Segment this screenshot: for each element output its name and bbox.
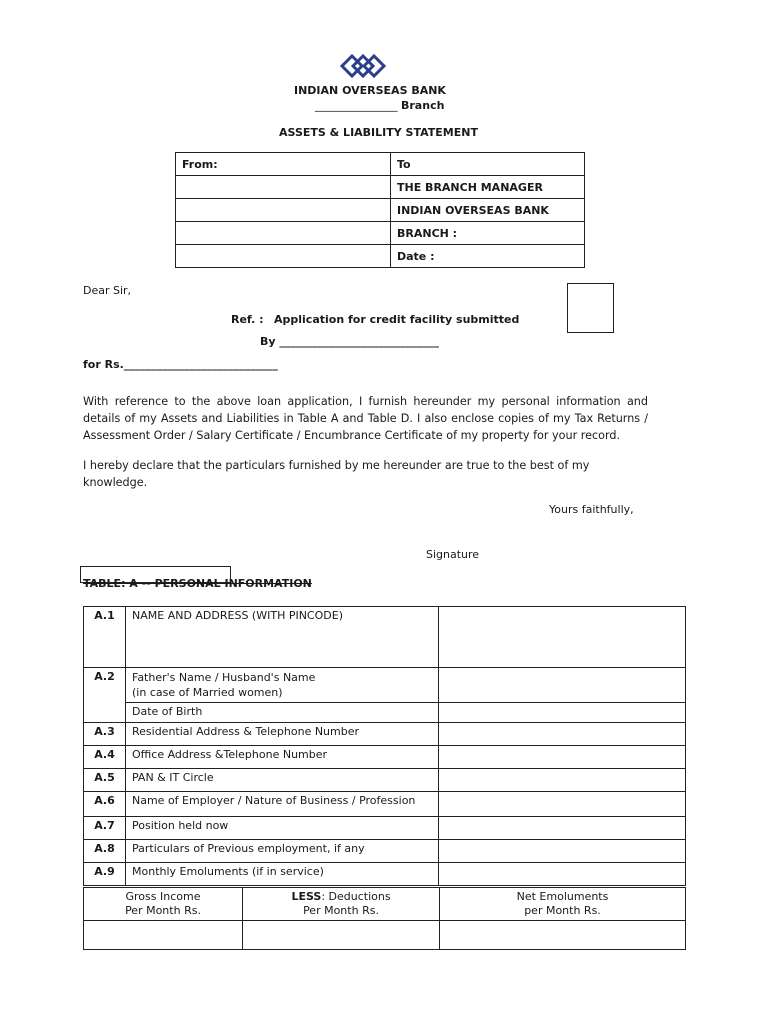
row-value[interactable] bbox=[439, 746, 686, 769]
table-row bbox=[84, 703, 686, 723]
gross-income-header bbox=[84, 888, 243, 921]
row-code: A.3 bbox=[84, 723, 126, 746]
row-label: Office Address &Telephone Number bbox=[126, 746, 439, 769]
deductions-line1 bbox=[247, 890, 435, 904]
row-label: Monthly Emoluments (if in service) bbox=[126, 863, 439, 886]
from-line-4[interactable] bbox=[176, 245, 391, 268]
table-a-title: TABLE: A -- PERSONAL INFORMATION bbox=[83, 577, 312, 590]
net-emoluments-value[interactable] bbox=[440, 921, 686, 950]
table-row bbox=[84, 817, 686, 840]
table-row bbox=[84, 607, 686, 668]
row-label-sub: (in case of Married women) bbox=[132, 686, 283, 699]
row-label: Date of Birth bbox=[126, 703, 439, 723]
table-row bbox=[84, 888, 686, 921]
row-code: A.5 bbox=[84, 769, 126, 792]
net-emoluments-line2: per Month Rs. bbox=[524, 904, 601, 917]
from-line-1[interactable] bbox=[176, 176, 391, 199]
net-emoluments-header bbox=[440, 888, 686, 921]
signature-label: Signature bbox=[426, 548, 480, 561]
row-code: A.9 bbox=[84, 863, 126, 886]
gross-income-line1: Gross Income bbox=[125, 890, 201, 903]
row-value[interactable] bbox=[439, 769, 686, 792]
row-value[interactable] bbox=[439, 703, 686, 723]
row-label: Residential Address & Telephone Number bbox=[126, 723, 439, 746]
row-label-main: Father's Name / Husband's Name bbox=[132, 671, 316, 684]
intro-paragraph: With reference to the above loan application, I furnish hereunder my personal information and details of my Assets and Liabilities in Table A and Table D. I also enclose copies of my Tax Returns / Assessment Order / Salary Certificate / Encumbrance Certificate of my property for your record. bbox=[83, 395, 648, 442]
bank-name: INDIAN OVERSEAS BANK bbox=[294, 84, 446, 97]
declaration-paragraph: I hereby declare that the particulars furnished by me hereunder are true to the best of my knowledge. bbox=[83, 459, 590, 489]
row-value[interactable] bbox=[439, 607, 686, 668]
closing: Yours faithfully, bbox=[549, 503, 634, 516]
photo-box bbox=[567, 283, 614, 333]
deductions-line2: Per Month Rs. bbox=[303, 904, 379, 917]
row-label: Particulars of Previous employment, if any bbox=[126, 840, 439, 863]
row-label bbox=[126, 668, 439, 703]
row-code: A.1 bbox=[84, 607, 126, 668]
to-line-date: Date : bbox=[391, 245, 585, 268]
row-label: Name of Employer / Nature of Business / Profession bbox=[126, 792, 439, 817]
amount-line: for Rs.____________________________ bbox=[83, 358, 278, 371]
row-code: A.7 bbox=[84, 817, 126, 840]
from-line-2[interactable] bbox=[176, 199, 391, 222]
ref-label: Ref. : bbox=[231, 313, 264, 326]
gross-income-line2: Per Month Rs. bbox=[125, 904, 201, 917]
salutation: Dear Sir, bbox=[83, 284, 132, 297]
personal-info-table bbox=[83, 606, 686, 886]
to-line-branch: BRANCH : bbox=[391, 222, 585, 245]
to-line-branch-manager: THE BRANCH MANAGER bbox=[391, 176, 585, 199]
branch-line bbox=[315, 99, 444, 112]
row-value[interactable] bbox=[439, 817, 686, 840]
branch-label: Branch bbox=[401, 99, 445, 112]
table-row bbox=[84, 746, 686, 769]
row-value[interactable] bbox=[439, 668, 686, 703]
ref-by-line: By _____________________________ bbox=[260, 335, 439, 348]
to-line-bank: INDIAN OVERSEAS BANK bbox=[391, 199, 585, 222]
table-row bbox=[84, 723, 686, 746]
row-code: A.8 bbox=[84, 840, 126, 863]
net-emoluments-line1: Net Emoluments bbox=[516, 890, 609, 903]
from-label: From: bbox=[176, 153, 391, 176]
gross-income-value[interactable] bbox=[84, 921, 243, 950]
bank-logo-icon bbox=[340, 50, 386, 82]
address-table bbox=[175, 152, 585, 268]
to-label: To bbox=[391, 153, 585, 176]
deductions-header bbox=[243, 888, 440, 921]
row-label: Position held now bbox=[126, 817, 439, 840]
table-row bbox=[84, 792, 686, 817]
table-row bbox=[84, 863, 686, 886]
table-row bbox=[84, 840, 686, 863]
row-code: A.2 bbox=[84, 668, 126, 723]
row-code: A.6 bbox=[84, 792, 126, 817]
row-label: PAN & IT Circle bbox=[126, 769, 439, 792]
from-line-3[interactable] bbox=[176, 222, 391, 245]
ref-text: Application for credit facility submitted bbox=[274, 313, 520, 326]
row-value[interactable] bbox=[439, 723, 686, 746]
table-row bbox=[84, 769, 686, 792]
emoluments-table bbox=[83, 887, 686, 950]
row-label: NAME AND ADDRESS (WITH PINCODE) bbox=[126, 607, 439, 668]
row-value[interactable] bbox=[439, 840, 686, 863]
table-row bbox=[84, 921, 686, 950]
row-value[interactable] bbox=[439, 863, 686, 886]
table-row bbox=[84, 668, 686, 703]
deductions-value[interactable] bbox=[243, 921, 440, 950]
branch-blank: _______________ bbox=[315, 99, 398, 112]
document-title: ASSETS & LIABILITY STATEMENT bbox=[279, 126, 478, 139]
row-code: A.4 bbox=[84, 746, 126, 769]
less-label: LESS bbox=[291, 890, 322, 903]
deductions-label: : Deductions bbox=[321, 890, 391, 903]
row-value[interactable] bbox=[439, 792, 686, 817]
